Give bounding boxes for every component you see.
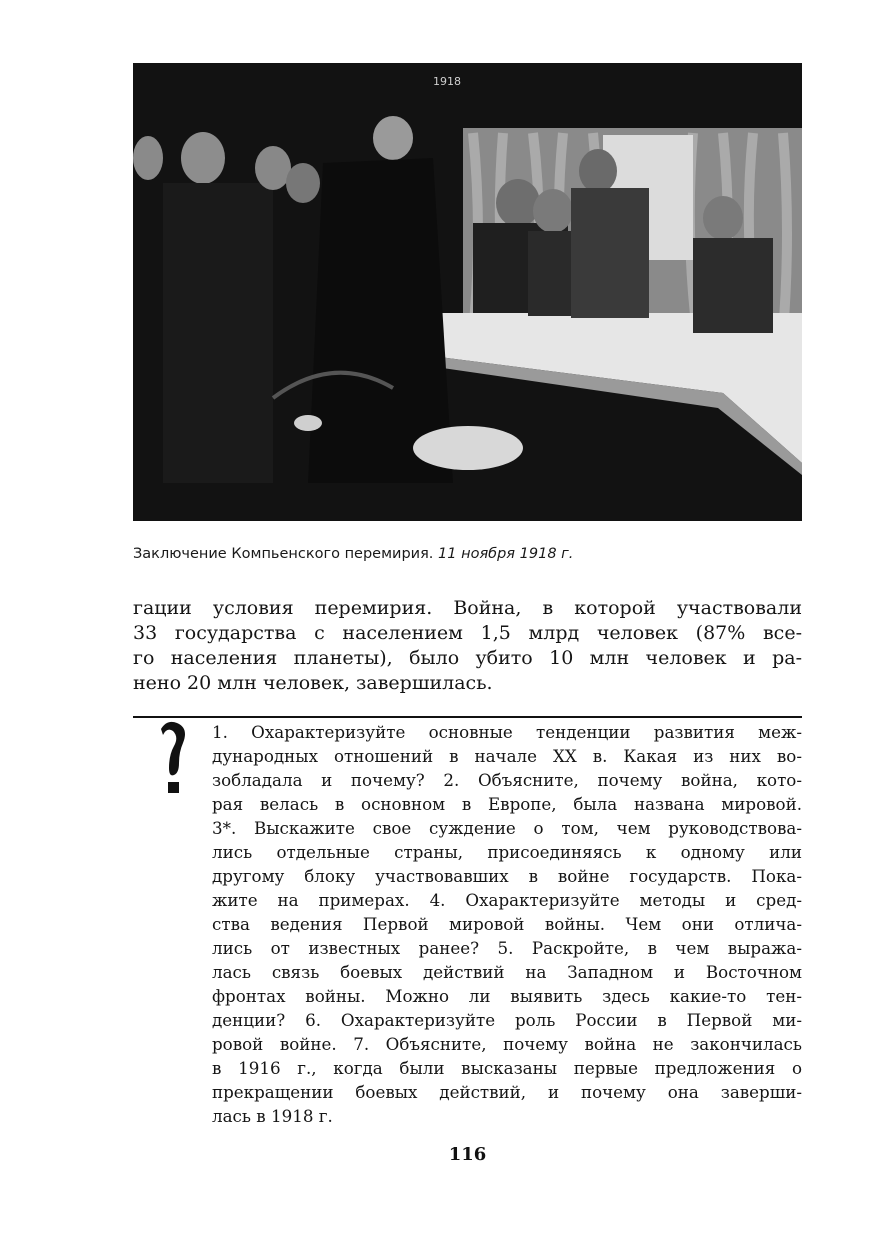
- body-line: 33 государства с населением 1,5 млрд человек (87% все-: [133, 622, 802, 644]
- caption-date: 11 ноября 1918 г.: [438, 546, 574, 562]
- question-line: лась в 1918 г.: [212, 1106, 333, 1126]
- question-line: рая велась в основном в Европе, была названа мировой.: [212, 794, 802, 814]
- question-line: лась связь боевых действий на Западном и Восточном: [212, 962, 802, 982]
- question-mark-icon: [157, 719, 193, 797]
- question-line: другому блоку участвовавших в войне государств. Пока-: [212, 866, 802, 886]
- question-line: 3*. Выскажите свое суждение о том, чем руководствова-: [212, 818, 802, 838]
- section-divider: [133, 716, 802, 718]
- body-line: го населения планеты), было убито 10 млн человек и ра-: [133, 647, 802, 669]
- question-line: дународных отношений в начале XX в. Какая из них во-: [212, 746, 802, 766]
- question-line: жите на примерах. 4. Охарактеризуйте методы и сред-: [212, 890, 802, 910]
- body-line: нено 20 млн человек, завершилась.: [133, 672, 493, 694]
- caption-title: Заключение Компьенского перемирия.: [133, 546, 434, 562]
- question-line: в 1916 г., когда были высказаны первые предложения о: [212, 1058, 802, 1078]
- question-line: лись от известных ранее? 5. Раскройте, в чем выража-: [212, 938, 802, 958]
- body-line: гации условия перемирия. Война, в которой участвовали: [133, 597, 802, 619]
- question-line: 1. Охарактеризуйте основные тенденции развития меж-: [212, 722, 802, 742]
- question-line: денции? 6. Охарактеризуйте роль России в Первой ми-: [212, 1010, 802, 1030]
- question-line: фронтах войны. Можно ли выявить здесь какие-то тен-: [212, 986, 802, 1006]
- photo-caption: [133, 542, 802, 566]
- question-line: лись отдельные страны, присоединяясь к одному или: [212, 842, 802, 862]
- question-line: ства ведения Первой мировой войны. Чем они отлича-: [212, 914, 802, 934]
- page-number: 116: [448, 1144, 487, 1165]
- photo-overlay-text: 1918: [433, 75, 461, 88]
- question-line: ровой войне. 7. Объясните, почему война не закончилась: [212, 1034, 802, 1054]
- question-line: зобладала и почему? 2. Объясните, почему война, кото-: [212, 770, 802, 790]
- question-line: прекращении боевых действий, и почему она заверши-: [212, 1082, 802, 1102]
- historical-photo: [133, 63, 802, 521]
